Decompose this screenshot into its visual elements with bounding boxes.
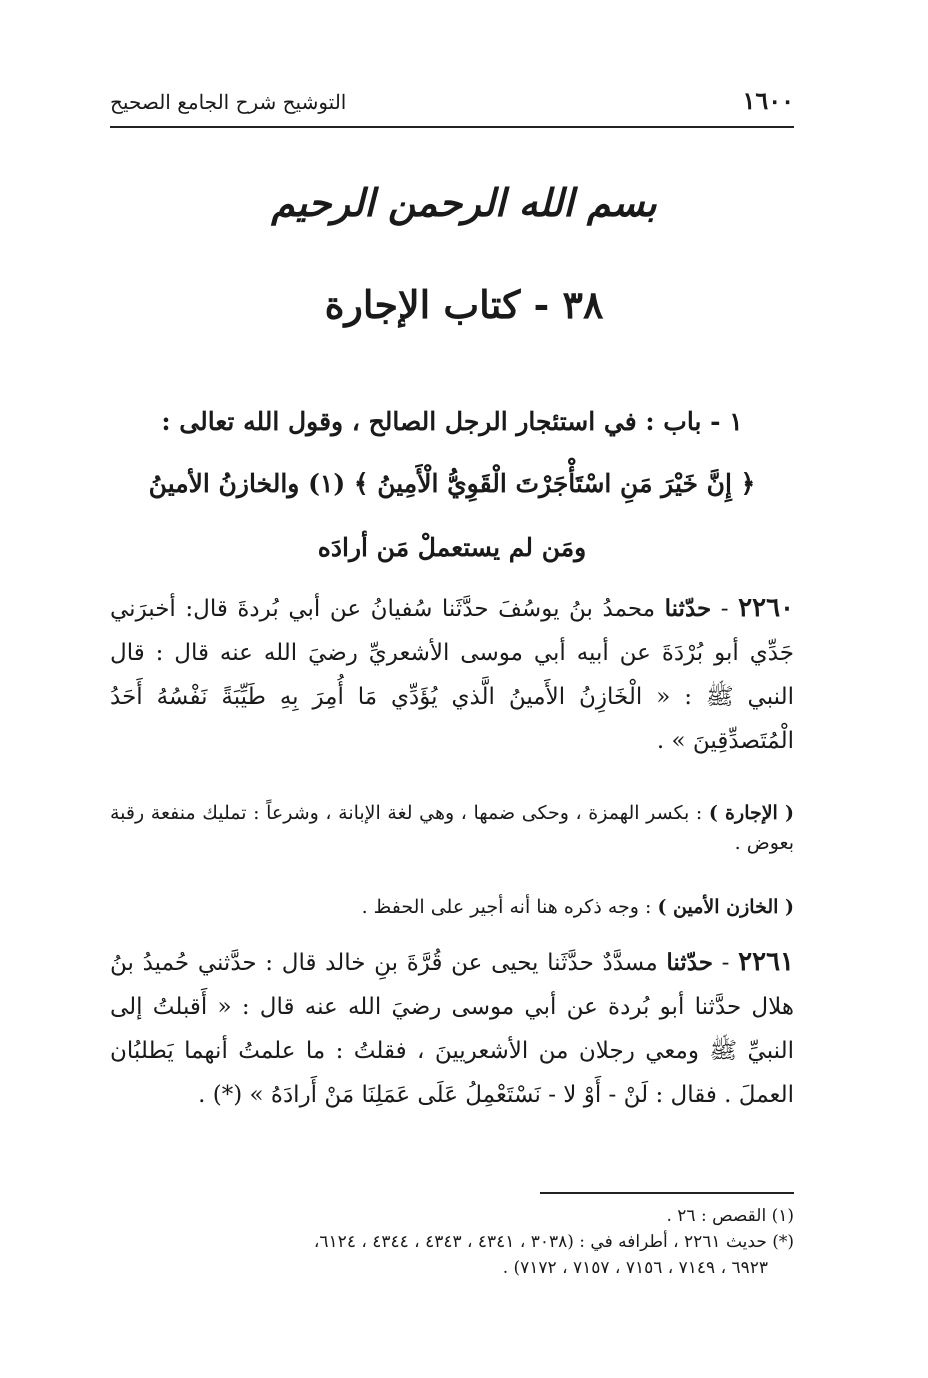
footnotes bbox=[110, 1203, 794, 1281]
commentary-text: : بكسر الهمزة ، وحكى ضمها ، وهي لغة الإبانة ، وشرعاً : تمليك منفعة رقبة بعوض . bbox=[110, 802, 794, 854]
bab-heading-quran-verse: ﴿ إِنَّ خَيْرَ مَنِ اسْتَأْجَرْتَ الْقَوِيُّ الْأَمِينُ ﴾ (١) والخازنُ الأمينُ bbox=[148, 469, 756, 498]
commentary-khazin bbox=[110, 892, 794, 922]
commentary-text: : وجه ذكره هنا أنه أجير على الحفظ . bbox=[361, 896, 652, 918]
hadith-text: مسدَّدٌ حدَّثَنا يحيى عن قُرَّةَ بنِ خالد قال : حدَّثني حُميدُ بنُ هلال حدَّثنا أبو بُردة عن أبي موسى رضيَ الله عنه قال : « أَقبلتُ إلى النبيِّ ﷺ ومعي رجلان من الأشعريينَ ، فقلتُ : ما علمتُ أنهما يَطلبُان العملَ . فقال : لَنْ - أَوْ لا - نَسْتَعْمِلُ عَلَى عَمَلِنَا مَنْ أَرادَهُ » (*) . bbox=[110, 950, 794, 1108]
chapter-title: ٣٨ - كتاب الإجارة bbox=[324, 282, 604, 327]
hadith-lead-word: حدّثنا bbox=[666, 949, 713, 976]
hadith-number: ٢٢٦١ bbox=[738, 947, 795, 977]
hadith-2261: ٢٢٦١ - حدّثنا مسدَّدٌ حدَّثَنا يحيى عن قُرَّةَ بنِ خالد قال : حدَّثني حُميدُ بنُ هلال حدَّثنا أبو بُردة عن أبي موسى رضيَ الله عنه قال : « أَقبلتُ إلى النبيِّ ﷺ ومعي رجلان من الأشعريينَ ، فقلتُ : ما علمتُ أنهما يَطلبُان العملَ . فقال : لَنْ - أَوْ لا - نَسْتَعْمِلُ عَلَى عَمَلِنَا مَنْ أَرادَهُ » (*) . bbox=[110, 947, 795, 1108]
hadith-text: محمدُ بنُ يوسُفَ حدَّثَنا سُفيانُ عن أبي بُردةَ قال: أخبرَني جَدِّي أبو بُرْدَةَ عن أبيه أبي موسى الأشعريِّ رضيَ الله عنه قال : قال النبي ﷺ : « الْخَازِنُ الأَمينُ الَّذي يُؤَدِّي مَا أُمِرَ بِهِ طَيِّبَةً نَفْسُهُ أَحَدُ الْمُتَصدِّقِينَ » . bbox=[110, 596, 794, 754]
page-number: ١٦٠٠ bbox=[742, 86, 794, 115]
commentary-term: ( الإجارة ) bbox=[708, 802, 794, 824]
footnote-divider bbox=[540, 1192, 794, 1194]
commentary-ijara bbox=[110, 798, 794, 858]
hadith-number: ٢٢٦٠ bbox=[738, 593, 794, 623]
commentary-term: ( الخازن الأمين ) bbox=[657, 896, 794, 918]
footnote-2-line-1: (*) حديث ٢٢٦١ ، أطرافه في : (٣٠٣٨ ، ٤٣٤١ ، ٤٣٤٣ ، ٤٣٤٤ ، ٦١٢٤، bbox=[313, 1232, 794, 1252]
bab-heading-line-3: ومَن لم يستعملْ مَن أرادَه bbox=[317, 533, 587, 562]
hadith-lead-word: حدّثنا bbox=[664, 595, 712, 622]
footnote-1: (١) القصص : ٢٦ . bbox=[666, 1206, 794, 1226]
basmala: بسم الله الرحمن الرحيم bbox=[271, 180, 657, 225]
bab-heading-line-1: ١ - باب : في استئجار الرجل الصالح ، وقول الله تعالى : bbox=[161, 407, 743, 436]
hadith-2260: ٢٢٦٠ - حدّثنا محمدُ بنُ يوسُفَ حدَّثَنا سُفيانُ عن أبي بُردةَ قال: أخبرَني جَدِّي أبو بُرْدَةَ عن أبيه أبي موسى الأشعريِّ رضيَ الله عنه قال : قال النبي ﷺ : « الْخَازِنُ الأَمينُ الَّذي يُؤَدِّي مَا أُمِرَ بِهِ طَيِّبَةً نَفْسُهُ أَحَدُ الْمُتَصدِّقِينَ » . bbox=[110, 593, 794, 754]
running-header bbox=[110, 80, 794, 128]
book-title: التوشيح شرح الجامع الصحيح bbox=[110, 90, 347, 114]
footnote-2-line-2: ٦٩٢٣ ، ٧١٤٩ ، ٧١٥٦ ، ٧١٥٧ ، ٧١٧٢) . bbox=[502, 1258, 768, 1278]
